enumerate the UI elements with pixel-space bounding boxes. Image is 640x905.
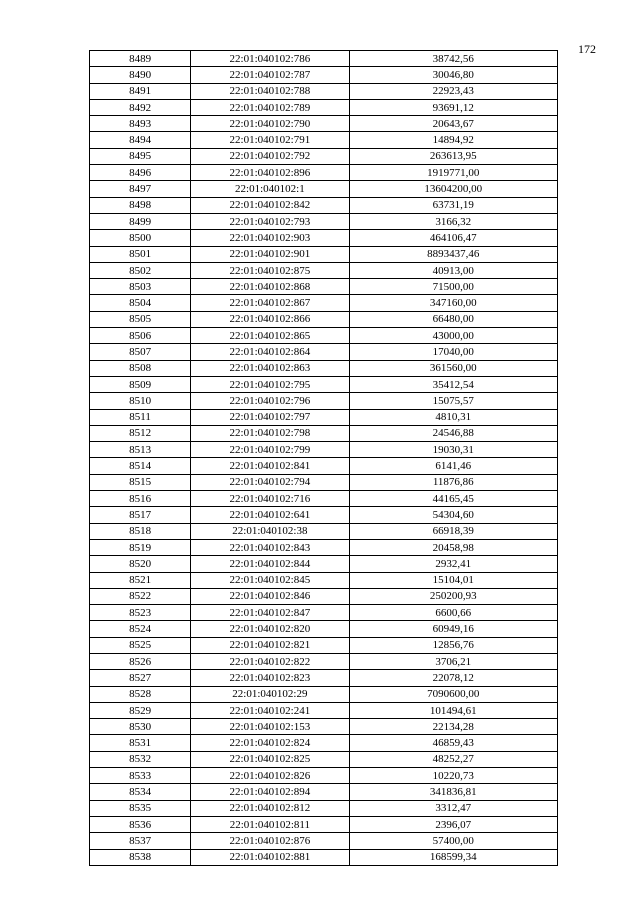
cadastral-number-cell: 22:01:040102:896 [191, 165, 349, 181]
row-number-cell: 8533 [90, 768, 191, 784]
table-row [90, 458, 558, 474]
value-cell: 63731,19 [349, 197, 557, 213]
value-cell: 43000,00 [349, 328, 557, 344]
table-row [90, 51, 558, 67]
value-cell: 341836,81 [349, 784, 557, 800]
value-cell: 20458,98 [349, 539, 557, 555]
row-number-cell: 8500 [90, 230, 191, 246]
table-row [90, 83, 558, 99]
table-row [90, 295, 558, 311]
row-number-cell: 8507 [90, 344, 191, 360]
cadastral-number-cell: 22:01:040102:789 [191, 99, 349, 115]
cadastral-number-cell: 22:01:040102:791 [191, 132, 349, 148]
value-cell: 6141,46 [349, 458, 557, 474]
row-number-cell: 8501 [90, 246, 191, 262]
cadastral-number-cell: 22:01:040102:824 [191, 735, 349, 751]
row-number-cell: 8495 [90, 148, 191, 164]
cadastral-number-cell: 22:01:040102:821 [191, 637, 349, 653]
row-number-cell: 8515 [90, 474, 191, 490]
table-row [90, 474, 558, 490]
cadastral-number-cell: 22:01:040102:875 [191, 262, 349, 278]
table-body [90, 51, 558, 866]
table-row [90, 491, 558, 507]
value-cell: 4810,31 [349, 409, 557, 425]
cadastral-number-cell: 22:01:040102:866 [191, 311, 349, 327]
table-row [90, 605, 558, 621]
value-cell: 13604200,00 [349, 181, 557, 197]
row-number-cell: 8522 [90, 588, 191, 604]
row-number-cell: 8506 [90, 328, 191, 344]
row-number-cell: 8502 [90, 262, 191, 278]
value-cell: 15075,57 [349, 393, 557, 409]
value-cell: 10220,73 [349, 768, 557, 784]
table-row [90, 344, 558, 360]
table-row [90, 735, 558, 751]
table-row [90, 132, 558, 148]
row-number-cell: 8518 [90, 523, 191, 539]
value-cell: 20643,67 [349, 116, 557, 132]
cadastral-number-cell: 22:01:040102:788 [191, 83, 349, 99]
value-cell: 3166,32 [349, 213, 557, 229]
cadastral-number-cell: 22:01:040102:796 [191, 393, 349, 409]
row-number-cell: 8526 [90, 653, 191, 669]
cadastral-number-cell: 22:01:040102:792 [191, 148, 349, 164]
row-number-cell: 8536 [90, 816, 191, 832]
value-cell: 168599,34 [349, 849, 557, 865]
cadastral-number-cell: 22:01:040102:38 [191, 523, 349, 539]
cadastral-number-cell: 22:01:040102:641 [191, 507, 349, 523]
value-cell: 38742,56 [349, 51, 557, 67]
value-cell: 40913,00 [349, 262, 557, 278]
cadastral-number-cell: 22:01:040102:716 [191, 491, 349, 507]
row-number-cell: 8494 [90, 132, 191, 148]
table-row [90, 637, 558, 653]
value-cell: 44165,45 [349, 491, 557, 507]
value-cell: 347160,00 [349, 295, 557, 311]
row-number-cell: 8529 [90, 702, 191, 718]
cadastral-number-cell: 22:01:040102:894 [191, 784, 349, 800]
cadastral-number-cell: 22:01:040102:868 [191, 279, 349, 295]
value-cell: 7090600,00 [349, 686, 557, 702]
cadastral-number-cell: 22:01:040102:798 [191, 425, 349, 441]
value-cell: 93691,12 [349, 99, 557, 115]
cadastral-number-cell: 22:01:040102:811 [191, 816, 349, 832]
table-row [90, 393, 558, 409]
cadastral-number-cell: 22:01:040102:797 [191, 409, 349, 425]
cadastral-number-cell: 22:01:040102:842 [191, 197, 349, 213]
row-number-cell: 8511 [90, 409, 191, 425]
value-cell: 22134,28 [349, 719, 557, 735]
table-row [90, 360, 558, 376]
table-row [90, 213, 558, 229]
value-cell: 22078,12 [349, 670, 557, 686]
table-row [90, 507, 558, 523]
value-cell: 361560,00 [349, 360, 557, 376]
value-cell: 24546,88 [349, 425, 557, 441]
value-cell: 3312,47 [349, 800, 557, 816]
table-row [90, 702, 558, 718]
row-number-cell: 8519 [90, 539, 191, 555]
cadastral-number-cell: 22:01:040102:790 [191, 116, 349, 132]
row-number-cell: 8516 [90, 491, 191, 507]
value-cell: 54304,60 [349, 507, 557, 523]
table-row [90, 523, 558, 539]
row-number-cell: 8492 [90, 99, 191, 115]
value-cell: 250200,93 [349, 588, 557, 604]
cadastral-number-cell: 22:01:040102:844 [191, 556, 349, 572]
row-number-cell: 8532 [90, 751, 191, 767]
cadastral-number-cell: 22:01:040102:841 [191, 458, 349, 474]
value-cell: 263613,95 [349, 148, 557, 164]
cadastral-number-cell: 22:01:040102:867 [191, 295, 349, 311]
row-number-cell: 8520 [90, 556, 191, 572]
value-cell: 71500,00 [349, 279, 557, 295]
row-number-cell: 8523 [90, 605, 191, 621]
cadastral-number-cell: 22:01:040102:826 [191, 768, 349, 784]
cadastral-number-cell: 22:01:040102:825 [191, 751, 349, 767]
value-cell: 17040,00 [349, 344, 557, 360]
value-cell: 6600,66 [349, 605, 557, 621]
cadastral-number-cell: 22:01:040102:787 [191, 67, 349, 83]
table-row [90, 279, 558, 295]
value-cell: 11876,86 [349, 474, 557, 490]
row-number-cell: 8505 [90, 311, 191, 327]
cadastral-number-cell: 22:01:040102:845 [191, 572, 349, 588]
table-row [90, 181, 558, 197]
table-row [90, 262, 558, 278]
cadastral-number-cell: 22:01:040102:865 [191, 328, 349, 344]
row-number-cell: 8493 [90, 116, 191, 132]
value-cell: 60949,16 [349, 621, 557, 637]
table-row [90, 148, 558, 164]
row-number-cell: 8524 [90, 621, 191, 637]
cadastral-number-cell: 22:01:040102:843 [191, 539, 349, 555]
cadastral-number-cell: 22:01:040102:793 [191, 213, 349, 229]
row-number-cell: 8498 [90, 197, 191, 213]
table-row [90, 816, 558, 832]
table-row [90, 328, 558, 344]
table-row [90, 230, 558, 246]
cadastral-number-cell: 22:01:040102:864 [191, 344, 349, 360]
value-cell: 101494,61 [349, 702, 557, 718]
table-row [90, 800, 558, 816]
cadastral-number-cell: 22:01:040102:881 [191, 849, 349, 865]
cadastral-number-cell: 22:01:040102:903 [191, 230, 349, 246]
cadastral-number-cell: 22:01:040102:812 [191, 800, 349, 816]
row-number-cell: 8510 [90, 393, 191, 409]
cadastral-number-cell: 22:01:040102:241 [191, 702, 349, 718]
cadastral-number-cell: 22:01:040102:820 [191, 621, 349, 637]
row-number-cell: 8504 [90, 295, 191, 311]
table-row [90, 442, 558, 458]
table-row [90, 588, 558, 604]
row-number-cell: 8530 [90, 719, 191, 735]
value-cell: 15104,01 [349, 572, 557, 588]
value-cell: 2396,07 [349, 816, 557, 832]
table-row [90, 686, 558, 702]
row-number-cell: 8489 [90, 51, 191, 67]
page-number: 172 [578, 42, 596, 56]
row-number-cell: 8537 [90, 833, 191, 849]
table-row [90, 116, 558, 132]
value-cell: 35412,54 [349, 376, 557, 392]
row-number-cell: 8503 [90, 279, 191, 295]
table-row [90, 670, 558, 686]
cadastral-number-cell: 22:01:040102:846 [191, 588, 349, 604]
table-row [90, 99, 558, 115]
table-row [90, 849, 558, 865]
table-row [90, 539, 558, 555]
row-number-cell: 8525 [90, 637, 191, 653]
value-cell: 66480,00 [349, 311, 557, 327]
value-cell: 12856,76 [349, 637, 557, 653]
table-row [90, 246, 558, 262]
row-number-cell: 8496 [90, 165, 191, 181]
table-row [90, 425, 558, 441]
row-number-cell: 8499 [90, 213, 191, 229]
cadastral-number-cell: 22:01:040102:876 [191, 833, 349, 849]
table-row [90, 653, 558, 669]
cadastral-number-cell: 22:01:040102:153 [191, 719, 349, 735]
row-number-cell: 8527 [90, 670, 191, 686]
value-cell: 3706,21 [349, 653, 557, 669]
value-cell: 14894,92 [349, 132, 557, 148]
row-number-cell: 8490 [90, 67, 191, 83]
table-row [90, 751, 558, 767]
value-cell: 19030,31 [349, 442, 557, 458]
cadastral-number-cell: 22:01:040102:795 [191, 376, 349, 392]
value-cell: 66918,39 [349, 523, 557, 539]
table-row [90, 165, 558, 181]
cadastral-number-cell: 22:01:040102:794 [191, 474, 349, 490]
row-number-cell: 8521 [90, 572, 191, 588]
row-number-cell: 8508 [90, 360, 191, 376]
row-number-cell: 8531 [90, 735, 191, 751]
value-cell: 48252,27 [349, 751, 557, 767]
table-row [90, 409, 558, 425]
cadastral-number-cell: 22:01:040102:799 [191, 442, 349, 458]
cadastral-number-cell: 22:01:040102:863 [191, 360, 349, 376]
row-number-cell: 8497 [90, 181, 191, 197]
cadastral-number-cell: 22:01:040102:29 [191, 686, 349, 702]
table-row [90, 556, 558, 572]
cadastral-number-cell: 22:01:040102:1 [191, 181, 349, 197]
value-cell: 57400,00 [349, 833, 557, 849]
row-number-cell: 8538 [90, 849, 191, 865]
value-cell: 30046,80 [349, 67, 557, 83]
row-number-cell: 8534 [90, 784, 191, 800]
cadastral-number-cell: 22:01:040102:822 [191, 653, 349, 669]
table-row [90, 768, 558, 784]
table-row [90, 197, 558, 213]
table-row [90, 719, 558, 735]
value-cell: 8893437,46 [349, 246, 557, 262]
value-cell: 46859,43 [349, 735, 557, 751]
table-row [90, 833, 558, 849]
row-number-cell: 8528 [90, 686, 191, 702]
value-cell: 22923,43 [349, 83, 557, 99]
row-number-cell: 8512 [90, 425, 191, 441]
row-number-cell: 8514 [90, 458, 191, 474]
row-number-cell: 8517 [90, 507, 191, 523]
cadastral-number-cell: 22:01:040102:786 [191, 51, 349, 67]
table-row [90, 784, 558, 800]
table-row [90, 572, 558, 588]
cadastral-number-cell: 22:01:040102:901 [191, 246, 349, 262]
value-cell: 2932,41 [349, 556, 557, 572]
value-cell: 1919771,00 [349, 165, 557, 181]
value-cell: 464106,47 [349, 230, 557, 246]
row-number-cell: 8491 [90, 83, 191, 99]
cadastral-value-table [89, 50, 558, 866]
cadastral-number-cell: 22:01:040102:847 [191, 605, 349, 621]
table-row [90, 621, 558, 637]
table-row [90, 376, 558, 392]
table-row [90, 67, 558, 83]
row-number-cell: 8509 [90, 376, 191, 392]
row-number-cell: 8513 [90, 442, 191, 458]
row-number-cell: 8535 [90, 800, 191, 816]
cadastral-number-cell: 22:01:040102:823 [191, 670, 349, 686]
table-row [90, 311, 558, 327]
